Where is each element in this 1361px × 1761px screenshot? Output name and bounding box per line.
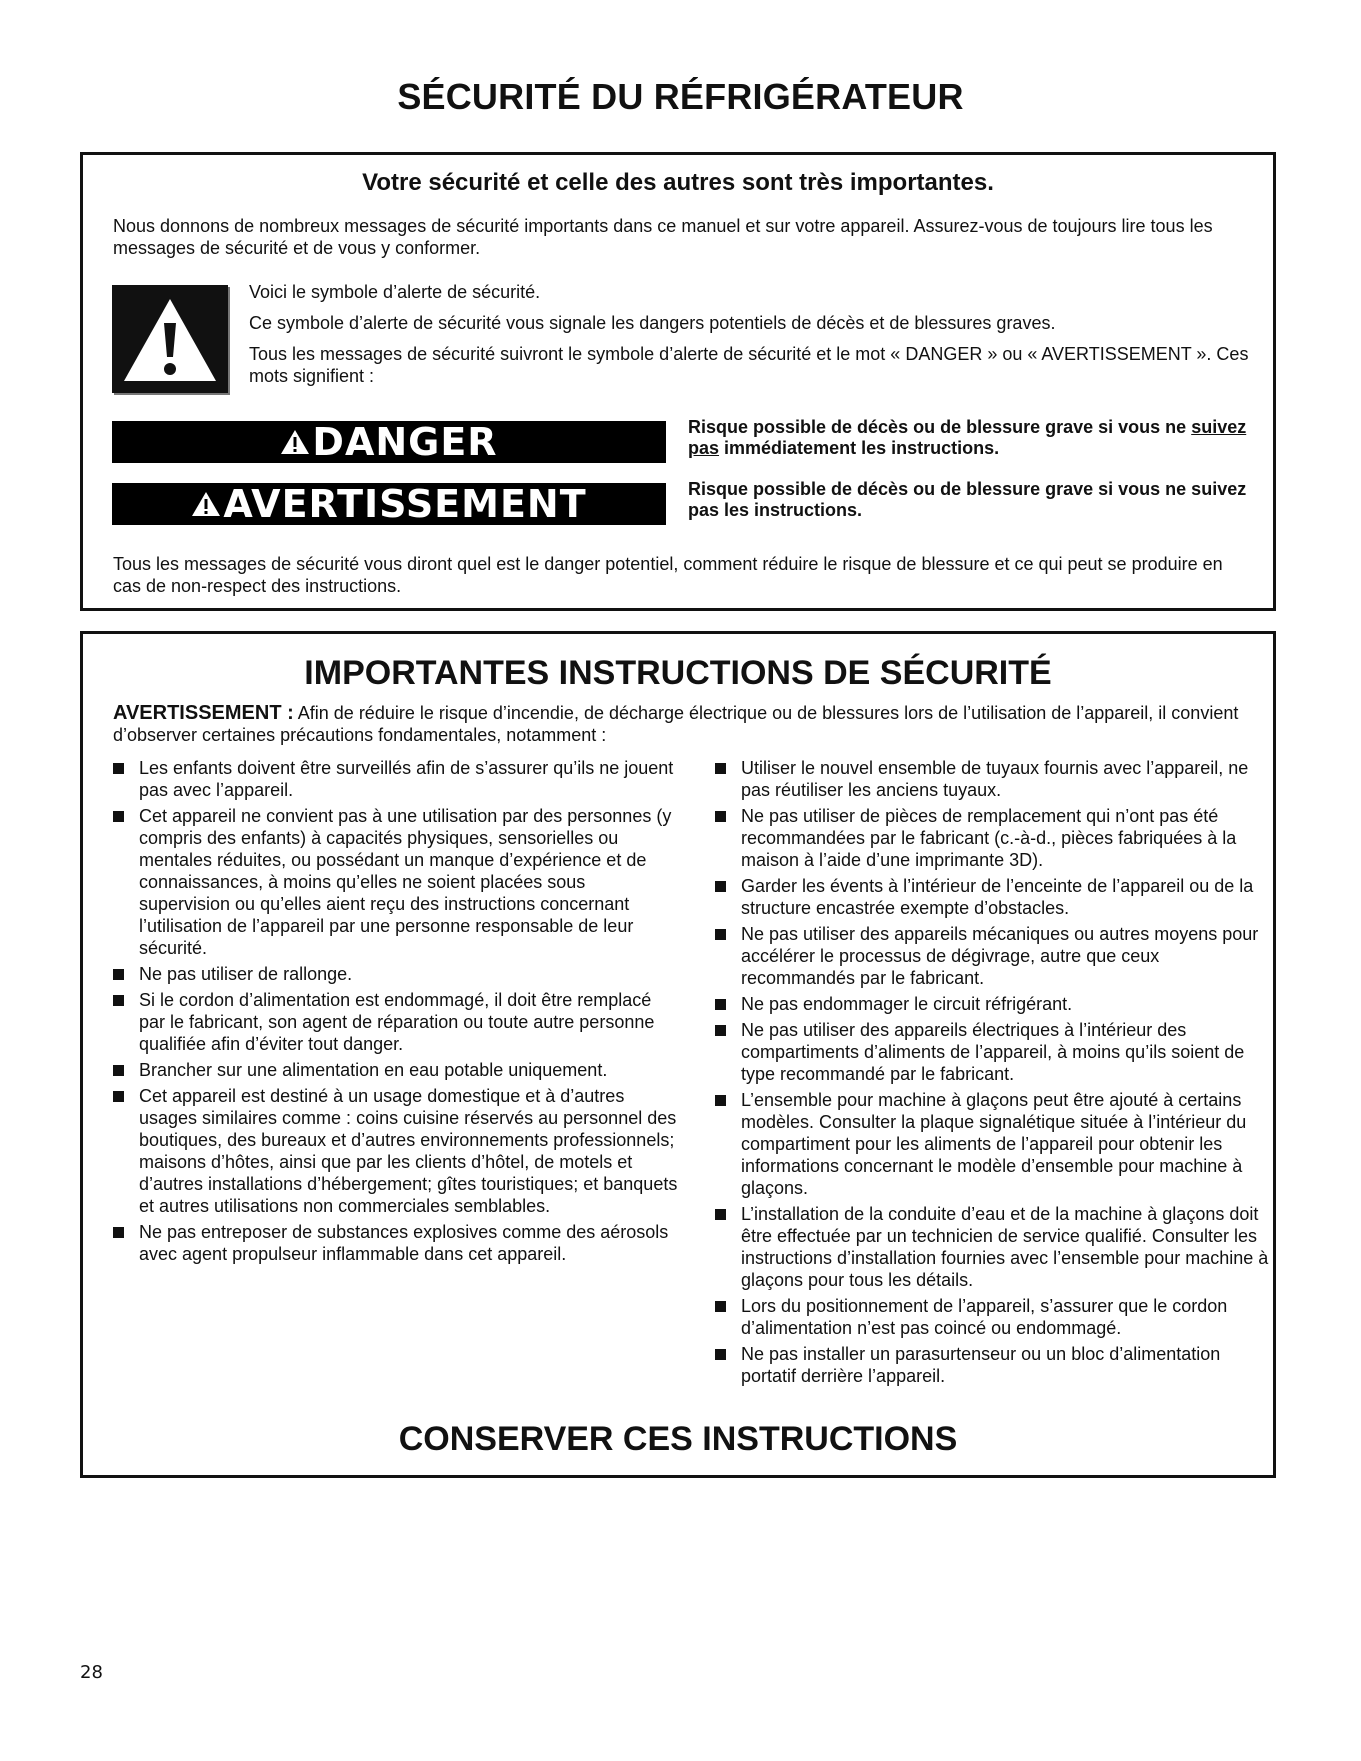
list-item: [715, 1343, 1275, 1387]
square-bullet-icon: [715, 763, 726, 774]
square-bullet-icon: [113, 995, 124, 1006]
list-item-text: Les enfants doivent être surveillés afin de s’assurer qu’ils ne jouent pas avec l’appareil.: [139, 758, 674, 800]
page-title: SÉCURITÉ DU RÉFRIGÉRATEUR: [397, 76, 964, 117]
list-item: [715, 1203, 1275, 1291]
alert-line: Voici le symbole d’alerte de sécurité.: [249, 282, 541, 302]
safety-alert-icon: [112, 285, 228, 393]
safety-box-heading: Votre sécurité et celle des autres sont très importantes.: [362, 169, 994, 196]
warning-lead: AVERTISSEMENT :: [113, 702, 294, 724]
square-bullet-icon: [715, 929, 726, 940]
danger-def-underlined: suivez pas: [688, 417, 1247, 458]
list-item-text: Brancher sur une alimentation en eau potable uniquement.: [139, 1060, 608, 1080]
square-bullet-icon: [715, 1025, 726, 1036]
instructions-heading: IMPORTANTES INSTRUCTIONS DE SÉCURITÉ: [304, 654, 1052, 692]
list-item-text: L’installation de la conduite d’eau et de la machine à glaçons doit être effectuée par un technicien de service qualifié. Consulter les instructions d’installation fournies avec l’ensemble pour machine à glaçons pour tous les détails.: [741, 1204, 1269, 1290]
list-item: [715, 875, 1275, 919]
warning-triangle-icon: [280, 428, 310, 456]
list-item-text: Cet appareil ne convient pas à une utilisation par des personnes (y compris des enfants) à capacités physiques, sensorielles ou mentales réduites, ou possédant un manque d’expérience et de connaissances, à moins qu’elles ne soient placées sous supervision ou qu’elles aient reçu des instructions concernant l’utilisation de l’appareil par une personne responsable de leur sécurité.: [139, 806, 672, 958]
list-item: [113, 989, 678, 1055]
list-item-text: Ne pas installer un parasurtenseur ou un bloc d’alimentation portatif derrière l’appareil.: [741, 1344, 1221, 1386]
page-number: 28: [80, 1662, 103, 1683]
square-bullet-icon: [715, 811, 726, 822]
list-item-text: Lors du positionnement de l’appareil, s’assurer que le cordon d’alimentation n’est pas coincé ou endommagé.: [741, 1296, 1228, 1338]
square-bullet-icon: [715, 1209, 726, 1220]
safety-outro-text: Tous les messages de sécurité vous diront quel est le danger potentiel, comment réduire le risque de blessure et ce qui peut se produire en cas de non-respect des instructions.: [113, 554, 1223, 596]
list-item: [715, 1019, 1275, 1085]
warning-signal-bar: [112, 483, 666, 525]
warning-intro-text: Afin de réduire le risque d’incendie, de décharge électrique ou de blessures lors de l’utilisation de l’appareil, il convient d’observer certaines précautions fondamentales, notamment :: [113, 703, 1239, 745]
list-item-text: Utiliser le nouvel ensemble de tuyaux fournis avec l’appareil, ne pas réutiliser les anciens tuyaux.: [741, 758, 1249, 800]
square-bullet-icon: [113, 811, 124, 822]
danger-def-text: immédiatement les instructions.: [719, 438, 1000, 458]
list-item-text: Ne pas utiliser de pièces de remplacement qui n’ont pas été recommandées par le fabricant (c.-à-d., pièces fabriquées à la maison à l’aide d’une imprimante 3D).: [741, 806, 1237, 870]
square-bullet-icon: [113, 1227, 124, 1238]
list-item: [113, 1221, 678, 1265]
square-bullet-icon: [715, 881, 726, 892]
square-bullet-icon: [715, 999, 726, 1010]
list-item: [113, 1059, 678, 1081]
square-bullet-icon: [113, 1065, 124, 1076]
warning-triangle-icon: [191, 490, 221, 518]
list-item: [113, 963, 678, 985]
list-item: [715, 805, 1275, 871]
danger-label: DANGER: [312, 420, 498, 464]
list-item: [715, 1295, 1275, 1339]
danger-definition: [688, 417, 1258, 459]
safety-message-box: [80, 152, 1276, 611]
list-item: [113, 1085, 678, 1217]
list-item-text: Ne pas endommager le circuit réfrigérant.: [741, 994, 1073, 1014]
instructions-left-list: [113, 757, 678, 1269]
list-item-text: Ne pas utiliser des appareils électriques à l’intérieur des compartiments d’aliments de l’appareil, à moins qu’ils soient de type recommandé par le fabricant.: [741, 1020, 1245, 1084]
save-instructions-heading: CONSERVER CES INSTRUCTIONS: [398, 1420, 958, 1458]
alert-line: Tous les messages de sécurité suivront le symbole d’alerte de sécurité et le mot « DANGER » ou « AVERTISSEMENT ». Ces mots signifient :: [249, 344, 1249, 386]
warning-definition: Risque possible de décès ou de blessure grave si vous ne suivez pas les instructions.: [688, 479, 1247, 520]
list-item-text: Si le cordon d’alimentation est endommagé, il doit être remplacé par le fabricant, son agent de réparation ou toute autre personne qualifiée afin d’éviter tout danger.: [139, 990, 655, 1054]
warning-label: AVERTISSEMENT: [223, 482, 587, 526]
square-bullet-icon: [113, 1091, 124, 1102]
list-item: [715, 993, 1275, 1015]
alert-line: Ce symbole d’alerte de sécurité vous signale les dangers potentiels de décès et de blessures graves.: [249, 313, 1056, 333]
list-item-text: Ne pas entreposer de substances explosives comme des aérosols avec agent propulseur inflammable dans cet appareil.: [139, 1222, 669, 1264]
list-item: [715, 1089, 1275, 1199]
list-item-text: L’ensemble pour machine à glaçons peut être ajouté à certains modèles. Consulter la plaque signalétique située à l’intérieur du compartiment pour les aliments de l’appareil pour obtenir les informations concernant le modèle d’ensemble pour machine à glaçons.: [741, 1090, 1247, 1198]
list-item: [715, 923, 1275, 989]
list-item-text: Ne pas utiliser des appareils mécaniques ou autres moyens pour accélérer le processus de dégivrage, autre que ceux recommandés par le fabricant.: [741, 924, 1259, 988]
alert-text-block: [249, 281, 1249, 396]
danger-def-text: Risque possible de décès ou de blessure grave si vous ne: [688, 417, 1192, 437]
list-item-text: Ne pas utiliser de rallonge.: [139, 964, 353, 984]
list-item: [715, 757, 1275, 801]
safety-intro-text: Nous donnons de nombreux messages de sécurité importants dans ce manuel et sur votre appareil. Assurez-vous de toujours lire tous les messages de sécurité et de vous y conformer.: [113, 216, 1213, 258]
list-item-text: Cet appareil est destiné à un usage domestique et à d’autres usages similaires comme : coins cuisine réservés au personnel des boutiques, des bureaux et d’autres environnements professionnels; maisons d’hôtes, ainsi que par les clients d’hôtel, de motels et d’autres installations d’hébergement; gîtes touristiques; et banquets et autres utilisations non commerciales semblables.: [139, 1086, 678, 1216]
list-item: [113, 805, 678, 959]
danger-signal-bar: [112, 421, 666, 463]
square-bullet-icon: [715, 1095, 726, 1106]
square-bullet-icon: [715, 1349, 726, 1360]
list-item-text: Garder les évents à l’intérieur de l’enceinte de l’appareil ou de la structure encastrée exempte d’obstacles.: [741, 876, 1254, 918]
square-bullet-icon: [113, 969, 124, 980]
square-bullet-icon: [715, 1301, 726, 1312]
instructions-right-list: [715, 757, 1275, 1391]
square-bullet-icon: [113, 763, 124, 774]
important-instructions-box: [80, 631, 1276, 1478]
list-item: [113, 757, 678, 801]
warning-intro: [113, 702, 1263, 746]
